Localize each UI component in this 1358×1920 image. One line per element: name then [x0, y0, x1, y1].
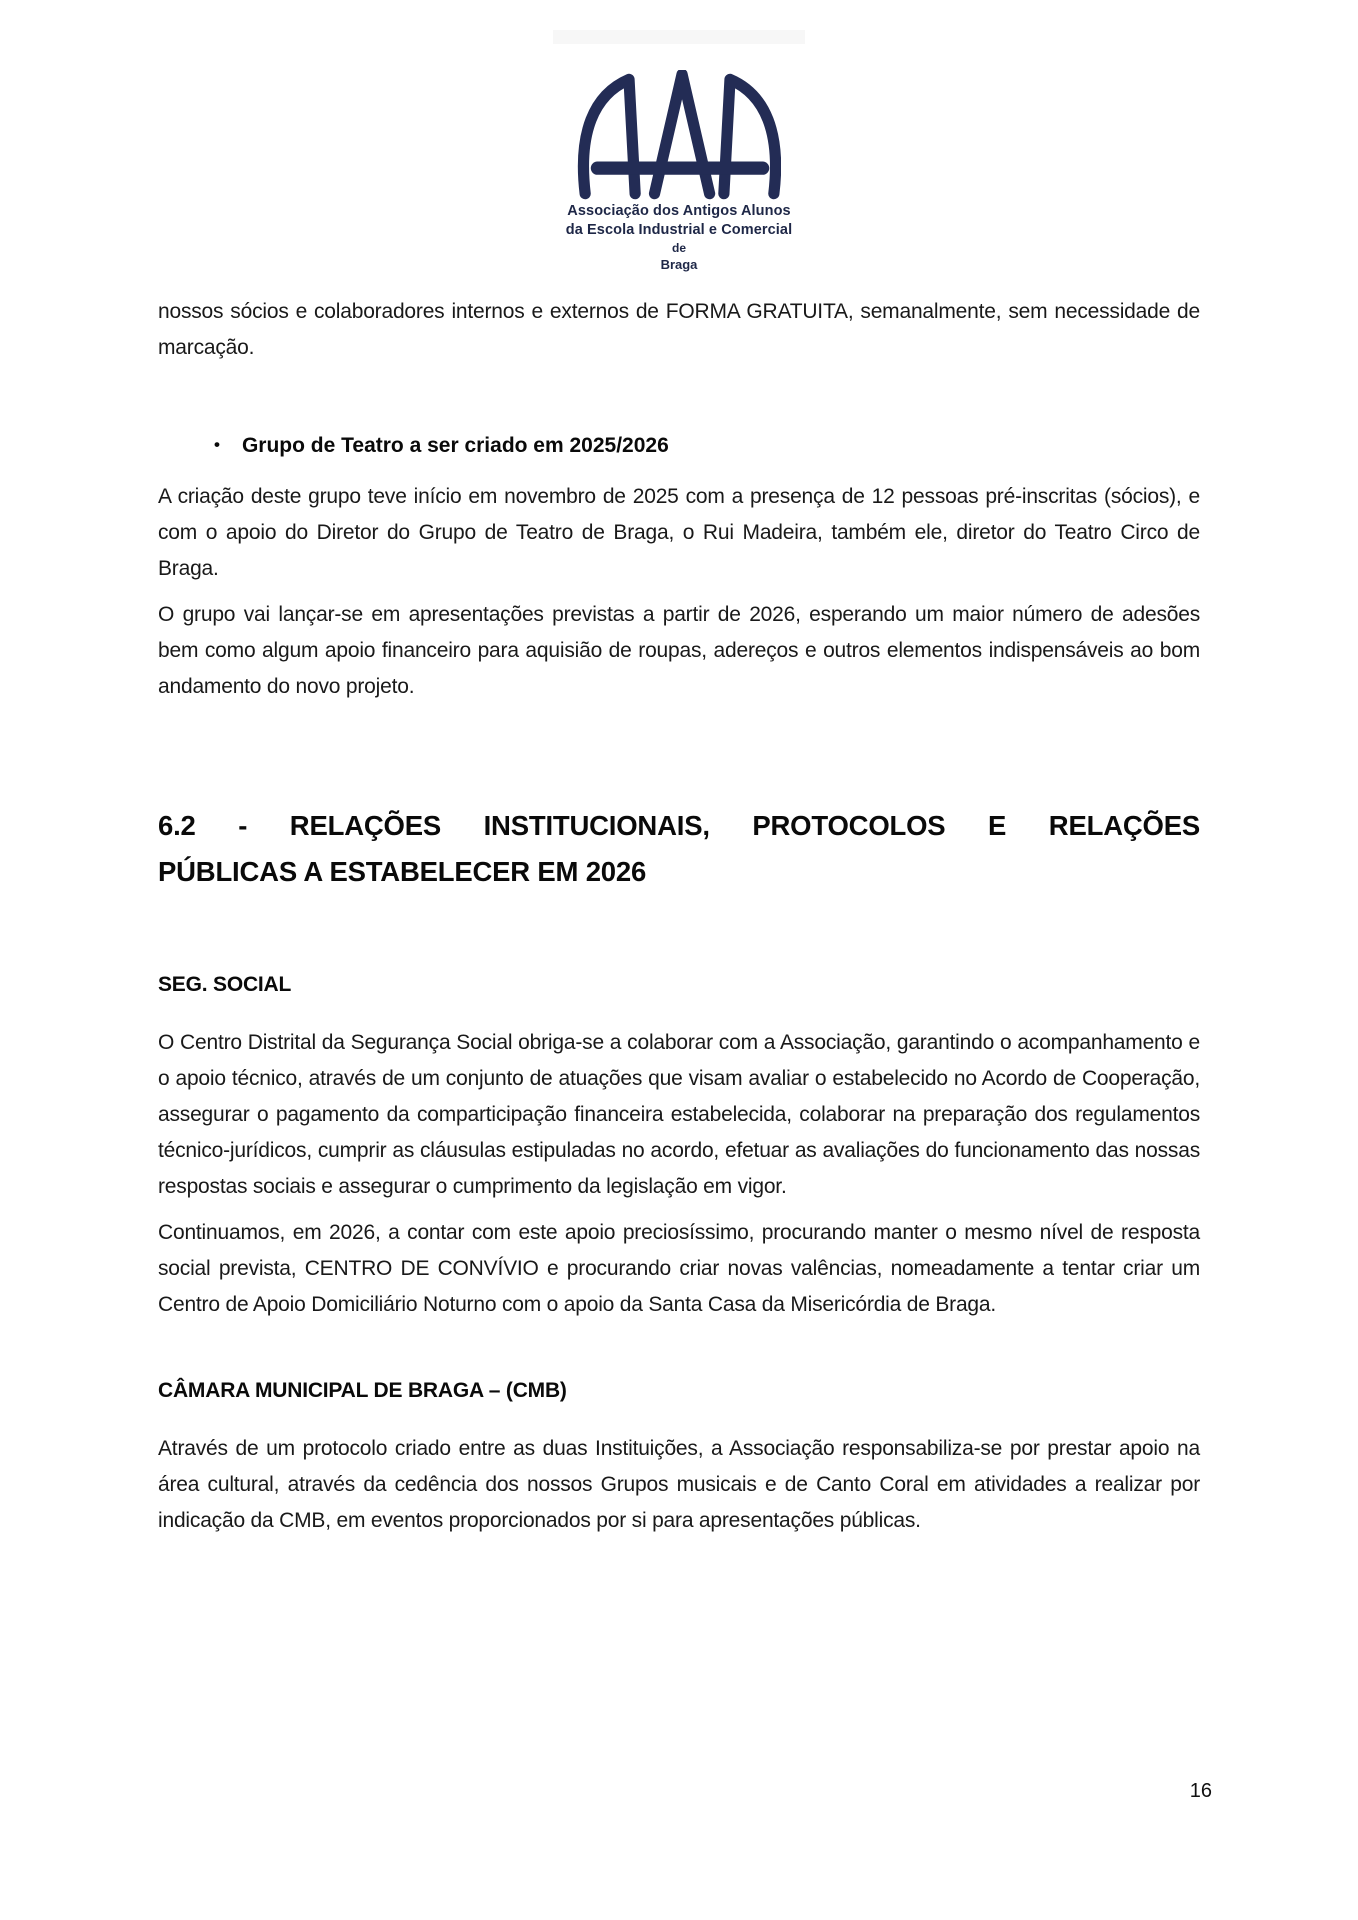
logo-caption — [158, 202, 1200, 274]
logo-caption-line2: da Escola Industrial e Comercial — [565, 222, 793, 238]
section-6-2-heading-line1: 6.2 - RELAÇÕES INSTITUCIONAIS, PROTOCOLOS E RELAÇÕES — [158, 810, 1200, 841]
page-number: 16 — [1189, 1780, 1212, 1802]
paragraph-teatro-creation: A criação deste grupo teve início em novembro de 2025 com a presença de 12 pessoas pré-inscritas (sócios), e com o apoio do Diretor do Grupo de Teatro de Braga, o Rui Madeira, também ele, diretor do Teatro Circo de Braga. — [158, 485, 1200, 580]
logo — [158, 0, 1200, 274]
teatro-bullet-heading — [158, 428, 1200, 465]
section-6-2-heading-line2: PÚBLICAS A ESTABELECER EM 2026 — [158, 856, 647, 887]
bullet-icon: • — [214, 435, 220, 454]
logo-caption-line3: de — [671, 241, 686, 255]
paragraph-teatro-plans: O grupo vai lançar-se em apresentações previstas a partir de 2026, esperando um maior número de adesões bem como algum apoio financeiro para aquisião de roupas, adereços e outros elementos indispensáveis ao bom andamento do novo projeto. — [158, 603, 1200, 698]
heading-cmb: CÂMARA MUNICIPAL DE BRAGA – (CMB) — [158, 1379, 567, 1402]
heading-seg-social: SEG. SOCIAL — [158, 973, 292, 996]
paragraph-cmb: Através de um protocolo criado entre as duas Instituições, a Associação responsabiliza-se por prestar apoio na área cultural, através da cedência dos nossos Grupos musicais e de Canto Coral em atividades a realizar por indicação da CMB, em eventos proporcionados por si para apresentações públicas. — [158, 1437, 1200, 1532]
aaa-monogram-icon — [577, 70, 781, 200]
logo-caption-line1: Associação dos Antigos Alunos — [567, 203, 791, 219]
paragraph-seg-social-1: O Centro Distrital da Segurança Social obriga-se a colaborar com a Associação, garantindo o acompanhamento e o apoio técnico, através de um conjunto de atuações que visam avaliar o estabelecido no Acordo de Cooperação, assegurar o pagamento da comparticipação financeira estabelecida, colaborar na preparação dos regulamentos técnico-jurídicos, cumprir as cláusulas estipuladas no acordo, efetuar as avaliações do funcionamento das nossas respostas sociais e assegurar o cumprimento da legislação em vigor. — [158, 1031, 1200, 1198]
teatro-bullet-heading-label: Grupo de Teatro a ser criado em 2025/2026 — [241, 434, 669, 457]
paragraph-seg-social-2: Continuamos, em 2026, a contar com este apoio preciosíssimo, procurando manter o mesmo nível de resposta social prevista, CENTRO DE CONVÍVIO e procurando criar novas valências, nomeadamente a tentar criar um Centro de Apoio Domiciliário Noturno com o apoio da Santa Casa da Misericórdia de Braga. — [158, 1221, 1200, 1316]
section-6-2-heading — [158, 803, 1200, 895]
paragraph-intro: nossos sócios e colaboradores internos e externos de FORMA GRATUITA, semanalmente, sem necessidade de marcação. — [158, 300, 1200, 359]
logo-caption-line4: Braga — [660, 257, 698, 272]
scan-artifact — [553, 30, 805, 44]
